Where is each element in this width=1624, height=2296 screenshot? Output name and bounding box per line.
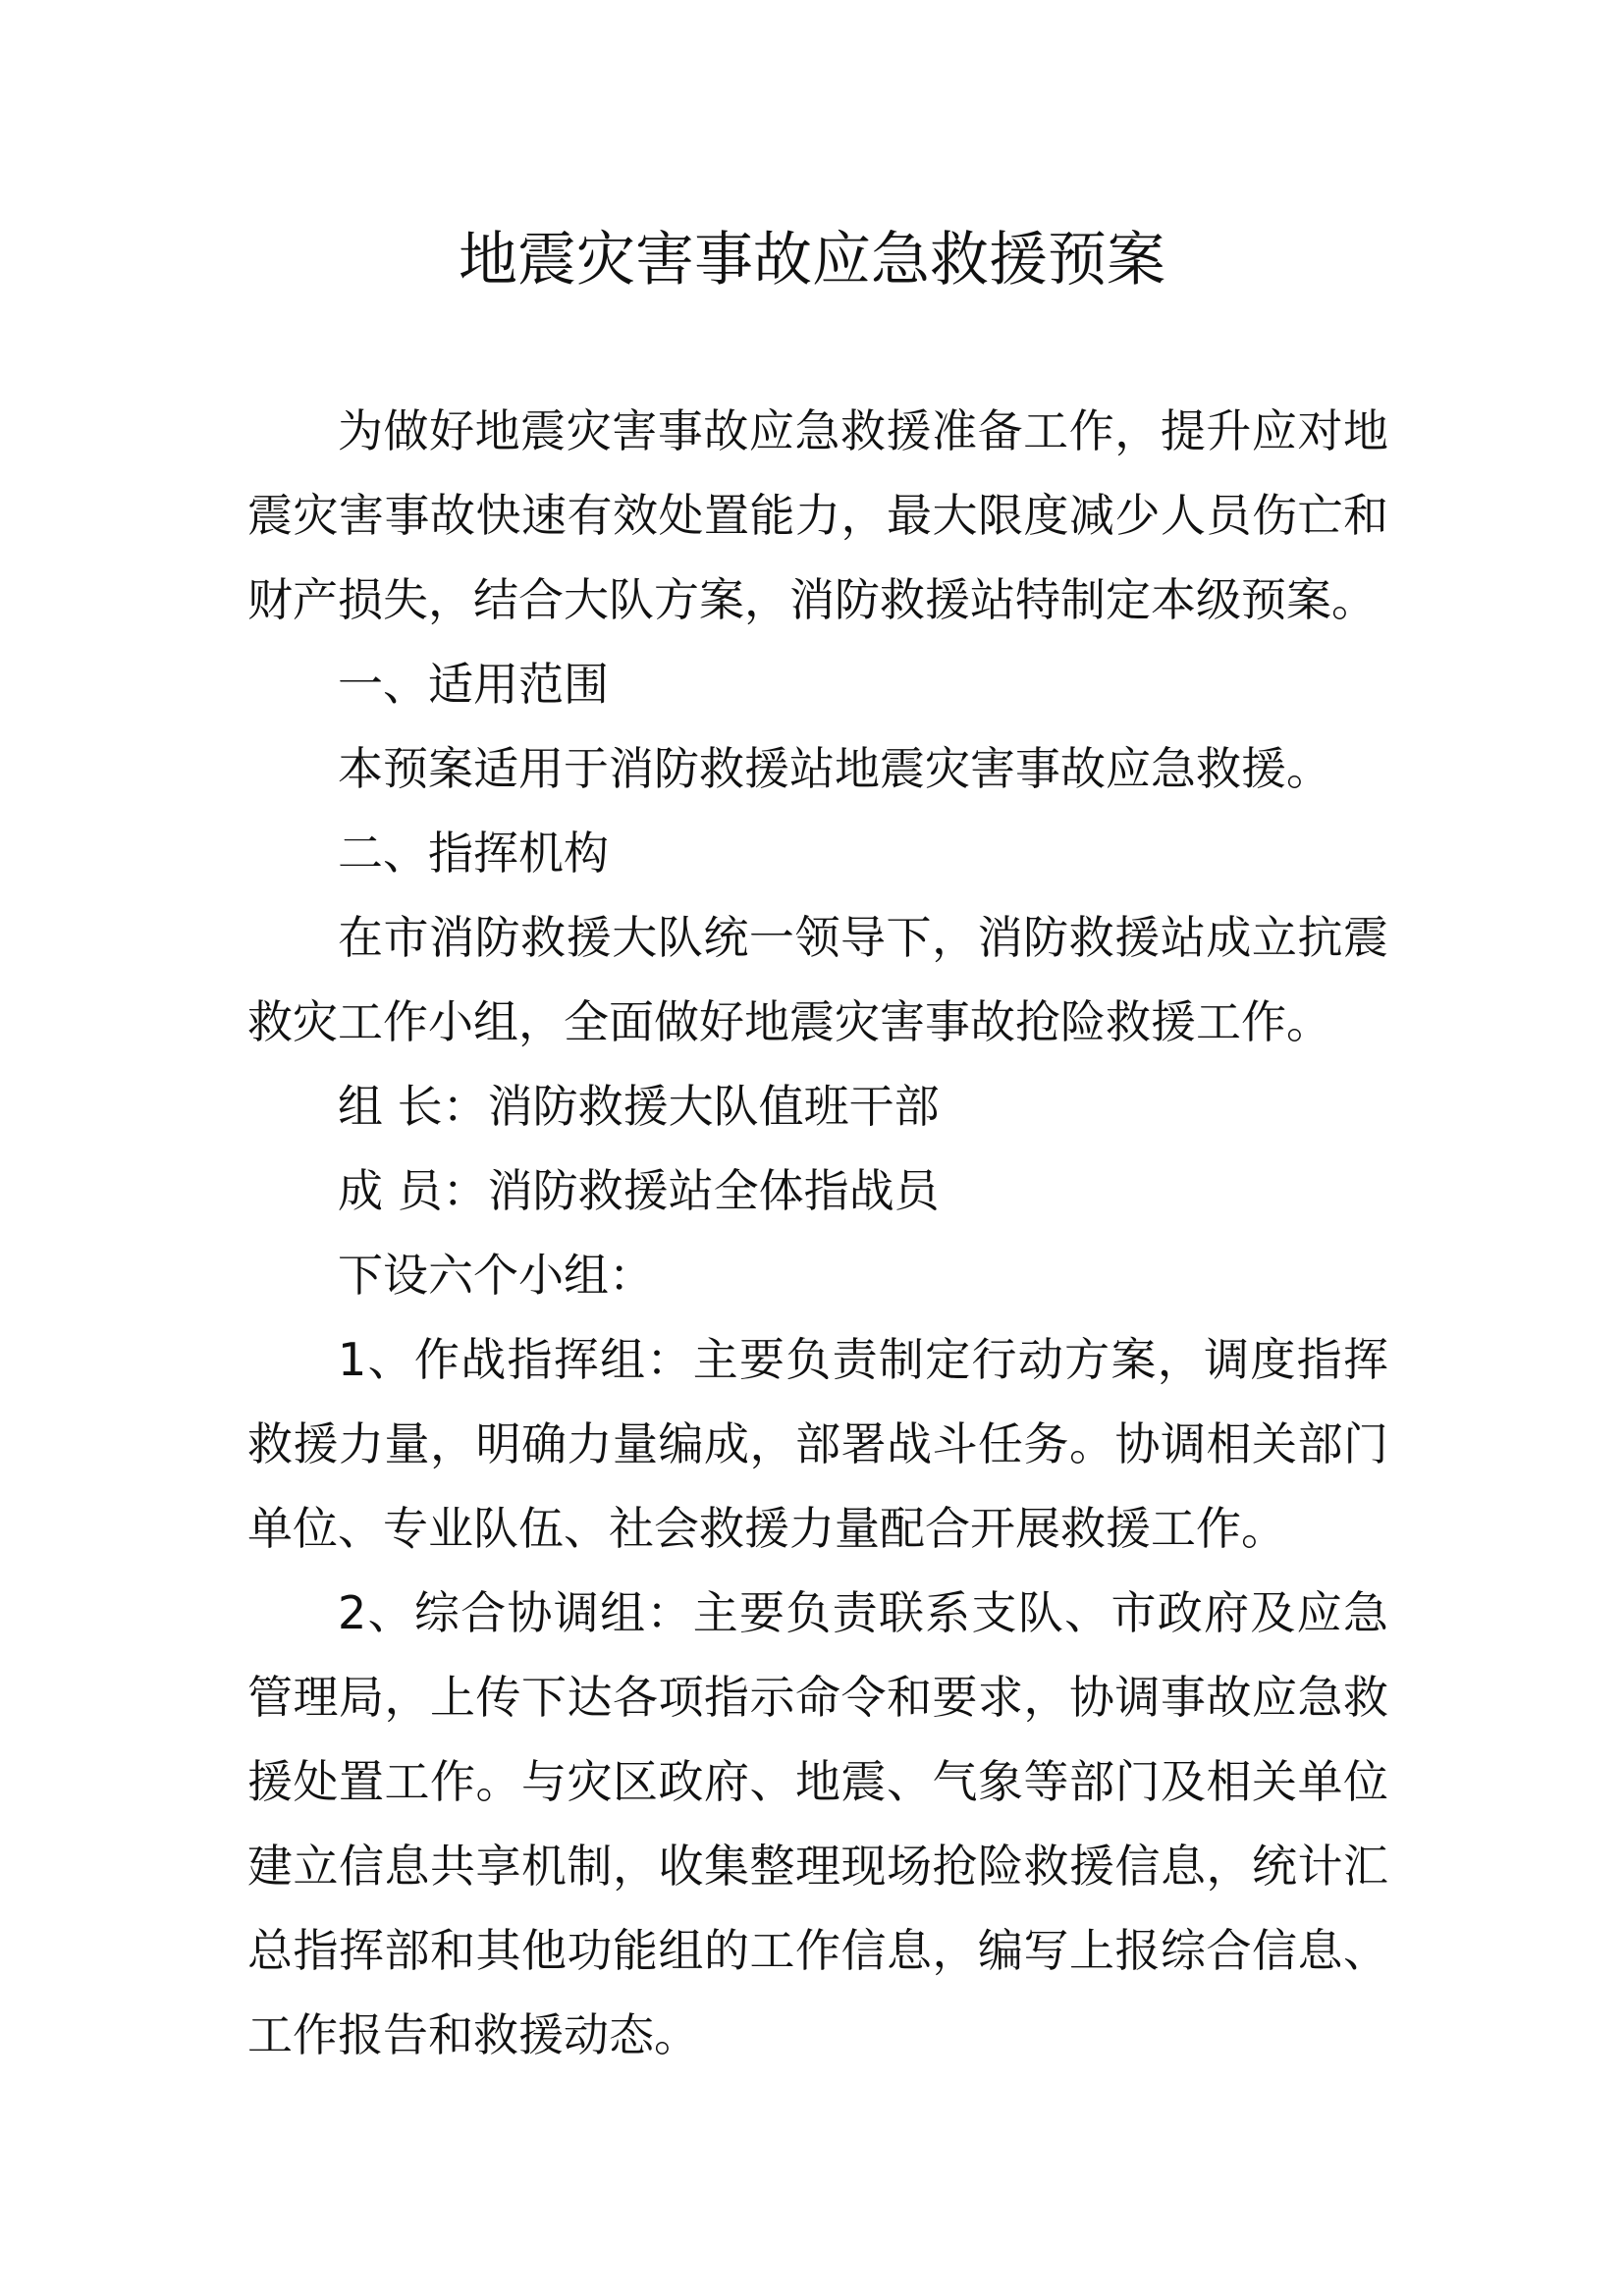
team-leader-line: 组 长：消防救援大队值班干部 bbox=[338, 1080, 940, 1133]
section-heading-command: 二、指挥机构 bbox=[338, 827, 609, 880]
subgroups-intro: 下设六个小组： bbox=[338, 1249, 654, 1302]
document-body bbox=[247, 389, 1388, 2077]
document-title: 地震灾害事故应急救援预案 bbox=[459, 226, 1165, 294]
group-1-paragraph: 1、作战指挥组：主要负责制定行动方案，调度指挥救援力量，明确力量编成，部署战斗任务。协调相关部门单位、专业队伍、社会救援力量配合开展救援工作。 bbox=[247, 1333, 1388, 1555]
section-heading-scope: 一、适用范围 bbox=[338, 658, 609, 711]
command-paragraph: 在市消防救援大队统一领导下，消防救援站成立抗震救灾工作小组，全面做好地震灾害事故抢险救援工作。 bbox=[247, 911, 1388, 1048]
scope-paragraph: 本预案适用于消防救援站地震灾害事故应急救援。 bbox=[338, 742, 1331, 795]
team-members-line: 成 员：消防救援站全体指战员 bbox=[338, 1164, 940, 1217]
group-2-paragraph: 2、综合协调组：主要负责联系支队、市政府及应急管理局，上传下达各项指示命令和要求，协调事故应急救援处置工作。与灾区政府、地震、气象等部门及相关单位建立信息共享机制，收集整理现场抢险救援信息，统计汇总指挥部和其他功能组的工作信息，编写上报综合信息、工作报告和救援动态。 bbox=[247, 1586, 1388, 2061]
intro-paragraph: 为做好地震灾害事故应急救援准备工作，提升应对地震灾害事故快速有效处置能力，最大限度减少人员伤亡和财产损失，结合大队方案，消防救援站特制定本级预案。 bbox=[247, 404, 1388, 626]
